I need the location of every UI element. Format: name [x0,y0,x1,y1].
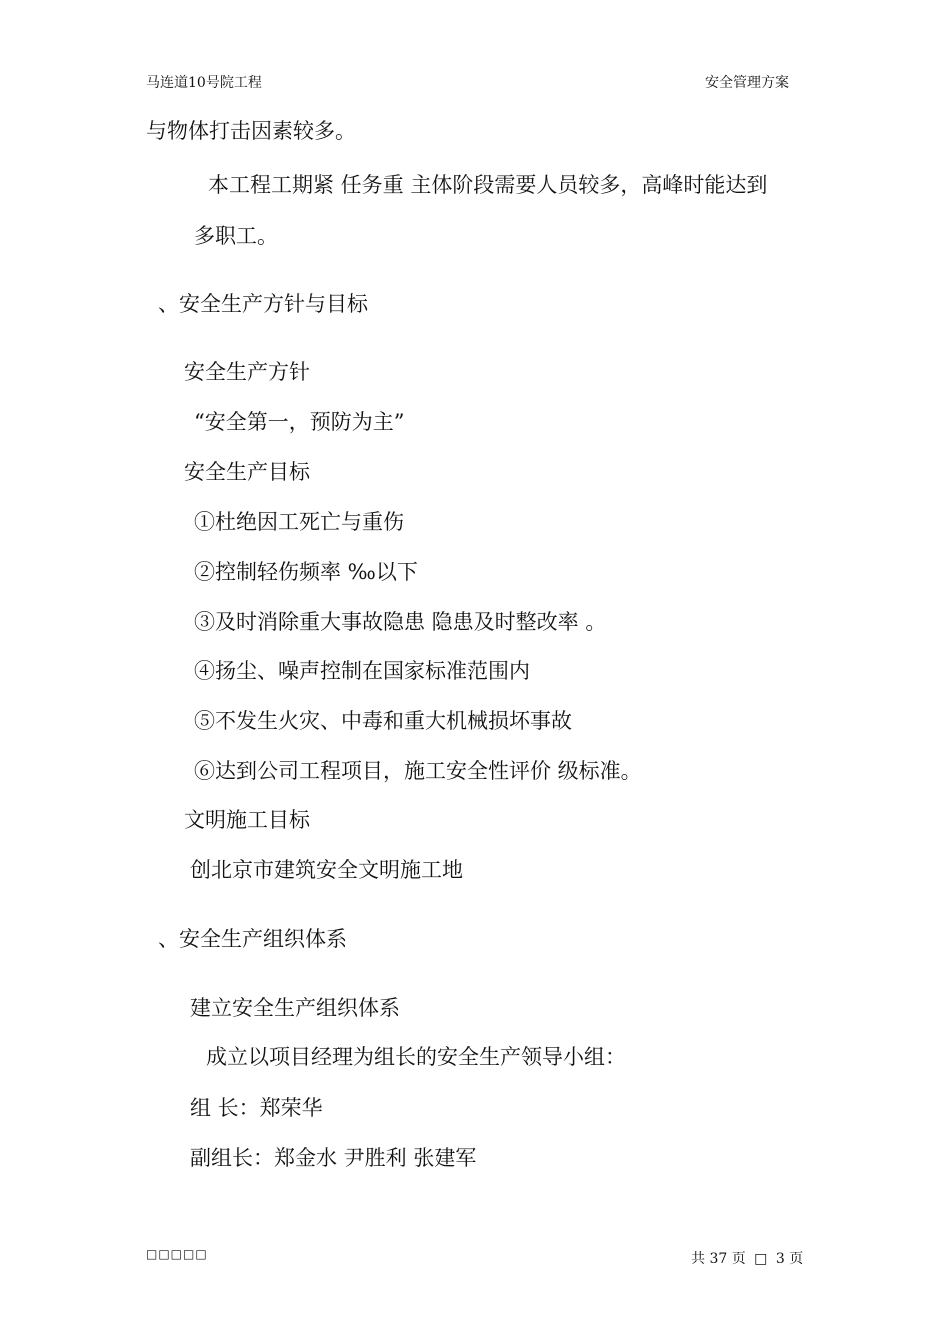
body-line: 成立以项目经理为组长的安全生产领导小组： [206,1045,626,1069]
list-item: ①杜绝因工死亡与重伤 [194,510,404,534]
page-separator: □ [754,1251,768,1267]
body-line: 副组长：郑金水 尹胜利 张建军 [190,1146,477,1170]
subheading: 安全生产目标 [184,460,310,484]
subheading: 安全生产方针 [184,360,310,384]
current-page: 3 页 [775,1251,804,1267]
subheading: 文明施工目标 [184,808,310,832]
total-pages: 共 37 页 [691,1251,746,1267]
footer-left-text: □□□□□ [146,1247,208,1261]
page-counter [691,1248,807,1268]
body-line: 组 长：郑荣华 [190,1096,323,1120]
body-line: 创北京市建筑安全文明施工地 [190,858,463,882]
body-line: 多职工。 [194,224,278,248]
section-heading: 、安全生产组织体系 [158,927,347,951]
list-item: ②控制轻伤频率 ‰以下 [194,560,418,584]
subheading: 建立安全生产组织体系 [190,996,400,1020]
list-item: ⑤不发生火灾、中毒和重大机械损坏事故 [194,709,572,733]
body-line: “安全第一，预防为主” [194,410,405,434]
body-line: 与物体打击因素较多。 [146,119,356,143]
list-item: ⑥达到公司工程项目，施工安全性评价 级标准。 [194,759,642,783]
list-item: ③及时消除重大事故隐患 隐患及时整改率 。 [194,610,607,634]
list-item: ④扬尘、噪声控制在国家标准范围内 [194,659,530,683]
header-project-name: 马连道10号院工程 [146,75,262,91]
section-heading: 、安全生产方针与目标 [158,292,368,316]
body-line: 本工程工期紧 任务重 主体阶段需要人员较多，高峰时能达到 [208,173,768,197]
header-document-title: 安全管理方案 [705,75,789,91]
